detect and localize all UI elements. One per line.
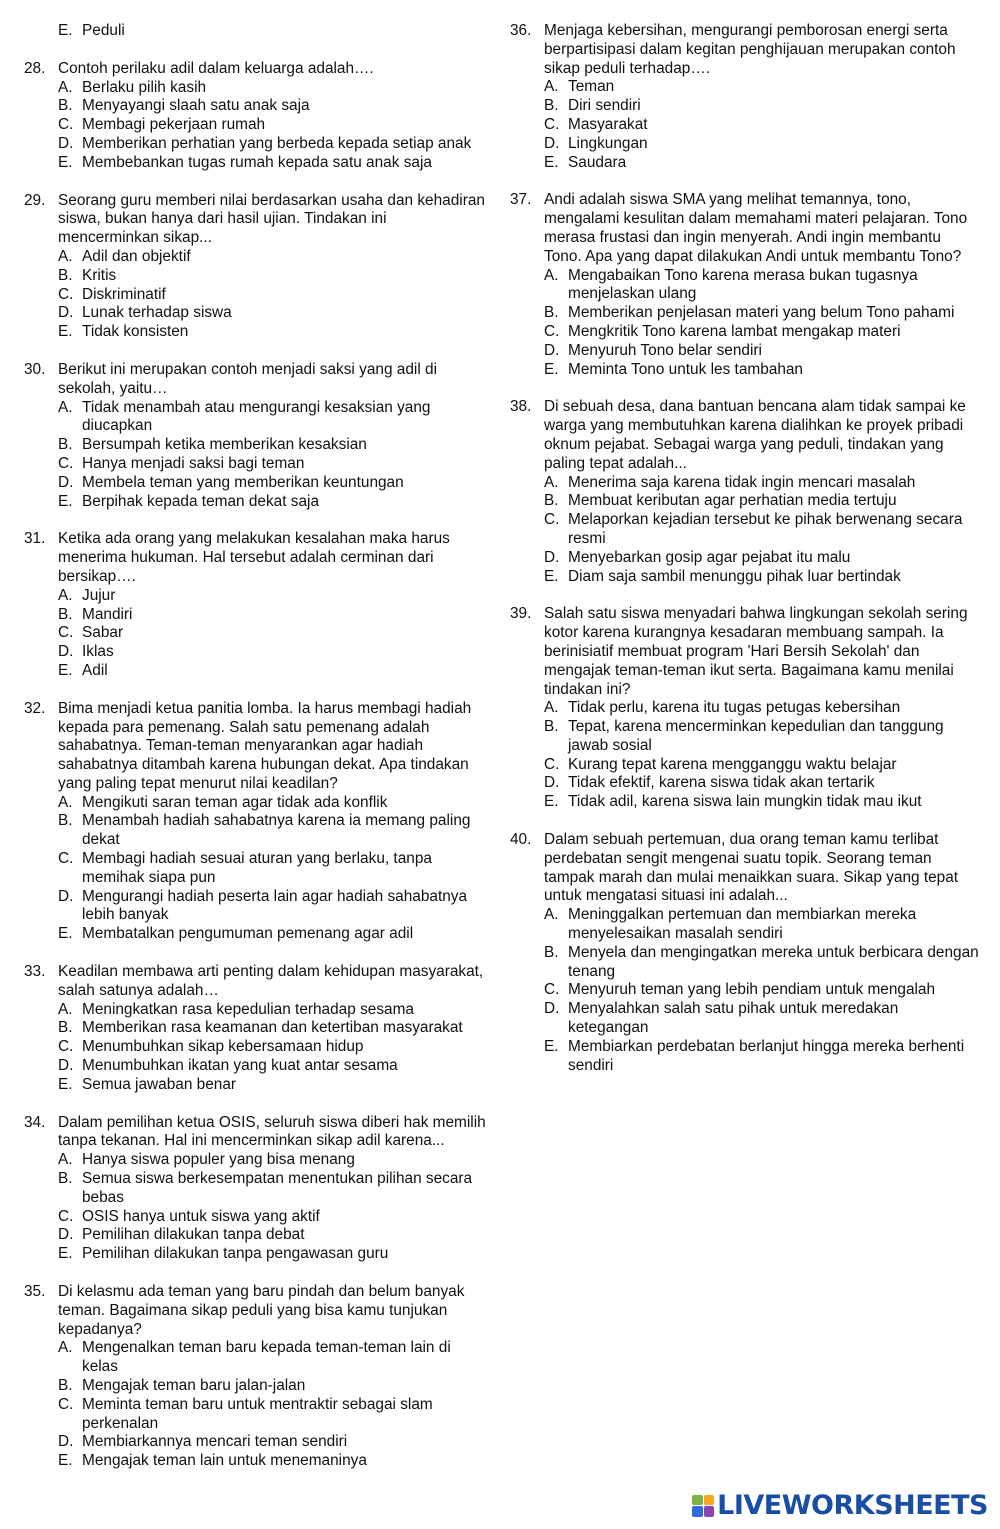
option-text: Mengurangi hadiah peserta lain agar hadiah sahabatnya lebih banyak <box>82 887 468 924</box>
option-letter: D. <box>58 473 74 491</box>
option-item <box>58 1151 490 1170</box>
option-letter: E. <box>544 567 559 585</box>
option-list <box>24 79 490 173</box>
option-item <box>544 756 980 775</box>
option-letter: D. <box>58 1433 74 1451</box>
question-block <box>510 831 980 1075</box>
option-text: Membagi pekerjaan rumah <box>82 116 266 134</box>
option-item <box>58 79 490 98</box>
question-text: Seorang guru memberi nilai berdasarkan usaha dan kehadiran siswa, bukan hanya dari hasil ujian. Tindakan ini mencerminkan sikap... <box>58 191 485 247</box>
option-text: Semua jawaban benar <box>82 1075 237 1093</box>
option-text: Meminta Tono untuk les tambahan <box>568 360 803 378</box>
option-item <box>58 624 490 643</box>
option-text: Menumbuhkan sikap kebersamaan hidup <box>82 1038 364 1056</box>
question-block <box>510 398 980 586</box>
option-item <box>544 1000 980 1038</box>
option-item <box>58 286 490 305</box>
option-item <box>544 549 980 568</box>
question-number: 40. <box>510 831 532 849</box>
option-item <box>58 888 490 926</box>
option-letter: C. <box>544 511 560 529</box>
option-text: Tepat, karena mencerminkan kepedulian dan tanggung jawab sosial <box>568 718 944 754</box>
option-item <box>544 511 980 549</box>
option-text: Hanya menjadi saksi bagi teman <box>82 454 305 472</box>
option-letter: B. <box>58 97 73 115</box>
option-text: Mandiri <box>82 605 133 623</box>
option-letter: E. <box>58 492 73 510</box>
question-text: Di kelasmu ada teman yang baru pindah dan belum banyak teman. Bagaimana sikap peduli yang bisa kamu tunjukan kepadanya? <box>58 1283 465 1338</box>
option-letter: A. <box>58 793 73 811</box>
option-letter: E. <box>58 1245 73 1263</box>
option-text: Pemilihan dilakukan tanpa debat <box>82 1226 305 1244</box>
option-letter: E. <box>544 153 559 171</box>
question-number: 29. <box>24 191 46 209</box>
option-text: Berlaku pilih kasih <box>82 78 207 96</box>
question-text: Ketika ada orang yang melakukan kesalahan maka harus menerima hukuman. Hal tersebut adalah cerminan dari bersikap…. <box>58 530 450 585</box>
option-letter: E. <box>58 1075 73 1093</box>
option-item <box>544 116 980 135</box>
option-text: Melaporkan kejadian tersebut ke pihak berwenang secara resmi <box>568 511 963 547</box>
liveworksheets-wordmark: LIVEWORKSHEETS <box>717 1490 988 1521</box>
option-text: Mengikuti saran teman agar tidak ada konflik <box>82 793 388 811</box>
option-item <box>58 1001 490 1020</box>
option-text: Pemilihan dilakukan tanpa pengawasan guru <box>82 1245 389 1263</box>
question-number: 36. <box>510 22 532 39</box>
question-text: Salah satu siswa menyadari bahwa lingkungan sekolah sering kotor karena kurangnya kesadaran membuang sampah. Ia berinisiatif membuat program 'Hari Bersih Sekolah' dan mengajak teman-teman ikut serta. Bagaimana kamu menilai tindakan ini? <box>544 605 968 698</box>
question-number: 39. <box>510 605 532 623</box>
question-text: Andi adalah siswa SMA yang melihat temannya, tono, mengalami kesulitan dalam memahami materi pelajaran. Tono merasa frustasi dan ingin menyerah. Andi ingin membantu Tono. Apa yang dapat dilakukan Andi untuk membantu Tono? <box>544 191 968 265</box>
option-letter: C. <box>58 454 74 472</box>
question-block <box>24 963 490 1095</box>
option-text: Peduli <box>82 22 125 39</box>
option-text: Memberikan rasa keamanan dan ketertiban masyarakat <box>82 1019 463 1037</box>
question-block <box>24 361 490 511</box>
option-item <box>58 304 490 323</box>
option-text: Meminta teman baru untuk mentraktir sebagai slam perkenalan <box>82 1395 433 1432</box>
option-letter: A. <box>544 906 559 924</box>
option-item <box>58 267 490 286</box>
option-text: Mengajak teman baru jalan-jalan <box>82 1377 306 1394</box>
option-item <box>58 1208 490 1227</box>
option-text: Lingkungan <box>568 134 648 152</box>
option-letter: E. <box>544 1037 559 1055</box>
question-text: Di sebuah desa, dana bantuan bencana alam tidak sampai ke warga yang membutuhkan karena dialihkan ke proyek pribadi oknum pejabat. Sebagai warga yang peduli, tindakan yang paling tepat adalah... <box>544 398 966 472</box>
option-text: OSIS hanya untuk siswa yang aktif <box>82 1207 320 1225</box>
option-letter: E. <box>58 323 73 341</box>
question-block <box>24 700 490 944</box>
option-letter: A. <box>544 78 559 96</box>
option-text: Bersumpah ketika memberikan kesaksian <box>82 436 367 454</box>
option-text: Teman <box>568 78 615 96</box>
option-item <box>58 455 490 474</box>
option-text: Menyayangi slaah satu anak saja <box>82 97 310 115</box>
option-text: Menerima saja karena tidak ingin mencari masalah <box>568 473 916 491</box>
question-text: Bima menjadi ketua panitia lomba. Ia harus membagi hadiah kepada para pemenang. Salah satu pemenang adalah sahabatnya. Teman-teman menyarankan agar hadiah sahabatnya ditambah karena hubungan dekat. Apa tindakan yang paling tepat menurut nilai keadilan? <box>58 699 472 792</box>
option-item <box>58 154 490 173</box>
option-item <box>58 794 490 813</box>
option-text: Menyuruh teman yang lebih pendiam untuk mengalah <box>568 981 936 999</box>
option-letter: C. <box>544 322 560 340</box>
question-number: 35. <box>24 1283 46 1301</box>
option-item <box>58 1226 490 1245</box>
option-item <box>58 1038 490 1057</box>
option-list <box>24 399 490 512</box>
orphan-option-block <box>24 22 490 41</box>
option-list <box>24 248 490 342</box>
option-letter: D. <box>544 548 560 566</box>
option-text: Membiarkannya mencari teman sendiri <box>82 1433 348 1451</box>
option-text: Menumbuhkan ikatan yang kuat antar sesama <box>82 1057 398 1075</box>
option-letter: A. <box>58 78 73 96</box>
option-text: Memberikan penjelasan materi yang belum Tono pahami <box>568 304 955 322</box>
option-item <box>544 267 980 305</box>
right-column <box>510 22 980 1094</box>
option-letter: B. <box>58 812 73 830</box>
option-letter: C. <box>58 850 74 868</box>
option-letter: B. <box>58 436 73 454</box>
question-block <box>510 22 980 172</box>
question-number: 30. <box>24 360 46 378</box>
option-text: Menyalahkan salah satu pihak untuk meredakan ketegangan <box>568 1000 899 1037</box>
option-item <box>58 97 490 116</box>
option-item <box>58 1396 490 1434</box>
question-number: 34. <box>24 1113 46 1131</box>
option-text: Membebankan tugas rumah kepada satu anak saja <box>82 153 432 171</box>
question-text: Keadilan membawa arti penting dalam kehidupan masyarakat, salah satunya adalah… <box>58 963 484 999</box>
option-item <box>58 1377 490 1396</box>
option-item <box>544 906 980 944</box>
option-item <box>58 399 490 437</box>
option-list <box>24 587 490 681</box>
option-text: Lunak terhadap siswa <box>82 304 232 322</box>
option-letter: C. <box>58 624 74 642</box>
option-item <box>58 1339 490 1377</box>
question-block <box>24 530 490 680</box>
option-item <box>58 436 490 455</box>
option-item <box>58 1057 490 1076</box>
option-text: Mengenalkan teman baru kepada teman-teman lain di kelas <box>82 1339 451 1376</box>
option-item <box>544 774 980 793</box>
option-text: Membagi hadiah sesuai aturan yang berlaku, tanpa memihak siapa pun <box>82 850 432 886</box>
option-text: Menambah hadiah sahabatnya karena ia memang paling dekat <box>82 812 471 849</box>
option-letter: A. <box>58 1151 73 1169</box>
question-block <box>24 192 490 342</box>
option-item <box>58 925 490 944</box>
option-list <box>510 906 980 1075</box>
option-text: Meninggalkan pertemuan dan membiarkan mereka menyelesaikan masalah sendiri <box>568 906 917 943</box>
option-item <box>58 1452 490 1471</box>
option-letter: E. <box>58 925 73 943</box>
option-text: Kurang tepat karena mengganggu waktu belajar <box>568 755 897 773</box>
option-letter: D. <box>544 1000 560 1018</box>
question-number: 31. <box>24 530 46 548</box>
option-letter: A. <box>544 699 559 717</box>
option-text: Menyela dan mengingatkan mereka untuk berbicara dengan tenang <box>568 943 979 980</box>
option-letter: B. <box>544 718 559 736</box>
option-letter: C. <box>58 116 74 134</box>
option-item <box>544 699 980 718</box>
option-text: Membiarkan perdebatan berlanjut hingga mereka berhenti sendiri <box>568 1037 965 1074</box>
left-column <box>24 22 490 1490</box>
option-letter: D. <box>58 887 74 905</box>
option-item <box>58 135 490 154</box>
option-letter: A. <box>58 247 73 265</box>
option-item <box>544 474 980 493</box>
option-item <box>544 718 980 756</box>
option-text: Tidak menambah atau mengurangi kesaksian yang diucapkan <box>82 398 431 435</box>
option-item <box>544 97 980 116</box>
option-letter: D. <box>58 304 74 322</box>
option-item <box>58 1433 490 1452</box>
option-letter: C. <box>58 285 74 303</box>
option-letter: D. <box>544 774 560 792</box>
option-item <box>544 944 980 982</box>
option-letter: E. <box>58 22 73 39</box>
option-text: Menyebarkan gosip agar pejabat itu malu <box>568 548 851 566</box>
option-letter: B. <box>544 97 559 115</box>
option-text: Saudara <box>568 153 627 171</box>
option-letter: B. <box>58 605 73 623</box>
option-letter: D. <box>58 1057 74 1075</box>
option-text: Tidak konsisten <box>82 323 189 341</box>
liveworksheets-logo <box>692 1490 988 1521</box>
option-text: Membatalkan pengumuman pemenang agar adil <box>82 925 414 943</box>
option-list <box>510 474 980 587</box>
option-letter: A. <box>58 586 73 604</box>
option-text: Diskriminatif <box>82 285 166 303</box>
question-text: Berikut ini merupakan contoh menjadi saksi yang adil di sekolah, yaitu… <box>58 360 437 397</box>
option-item <box>58 248 490 267</box>
option-letter: A. <box>58 1000 73 1018</box>
option-list <box>510 699 980 812</box>
option-letter: B. <box>544 304 559 322</box>
option-letter: B. <box>58 1377 73 1394</box>
question-text: Contoh perilaku adil dalam keluarga adalah…. <box>58 59 374 77</box>
option-letter: B. <box>58 1019 73 1037</box>
option-letter: E. <box>58 153 73 171</box>
option-letter: C. <box>58 1207 74 1225</box>
option-list <box>24 1151 490 1264</box>
option-letter: E. <box>544 360 559 378</box>
option-item <box>58 116 490 135</box>
option-item <box>544 78 980 97</box>
option-letter: B. <box>544 492 559 510</box>
question-block <box>510 191 980 379</box>
option-item <box>544 492 980 511</box>
option-item <box>544 323 980 342</box>
option-list <box>24 1339 490 1471</box>
option-letter: B. <box>58 1170 73 1188</box>
option-text: Sabar <box>82 624 124 642</box>
option-item <box>58 1076 490 1095</box>
option-letter: C. <box>544 115 560 133</box>
option-letter: D. <box>544 134 560 152</box>
option-letter: E. <box>58 661 73 679</box>
option-text: Tidak efektif, karena siswa tidak akan tertarik <box>568 774 875 792</box>
option-item <box>544 793 980 812</box>
option-letter: A. <box>544 473 559 491</box>
question-text: Menjaga kebersihan, mengurangi pemborosan energi serta berpartisipasi dalam kegitan penghijauan merupakan contoh sikap peduli terhadap…. <box>544 22 956 77</box>
option-text: Meningkatkan rasa kepedulian terhadap sesama <box>82 1000 414 1018</box>
option-text: Masyarakat <box>568 115 648 133</box>
question-number: 33. <box>24 963 46 981</box>
option-text: Kritis <box>82 266 117 284</box>
option-text: Membuat keributan agar perhatian media tertuju <box>568 492 897 510</box>
option-letter: C. <box>58 1038 74 1056</box>
option-text: Mengkritik Tono karena lambat mengakap materi <box>568 322 901 340</box>
option-text: Memberikan perhatian yang berbeda kepada setiap anak <box>82 134 472 152</box>
option-item <box>544 981 980 1000</box>
option-letter: C. <box>544 755 560 773</box>
option-item <box>544 304 980 323</box>
question-number: 28. <box>24 59 46 77</box>
option-text: Semua siswa berkesempatan menentukan pilihan secara bebas <box>82 1170 473 1206</box>
option-letter: D. <box>58 134 74 152</box>
option-item <box>544 135 980 154</box>
option-letter: D. <box>544 341 560 359</box>
option-item <box>58 1245 490 1264</box>
option-item <box>544 361 980 380</box>
option-list <box>24 1001 490 1095</box>
option-item <box>58 587 490 606</box>
option-letter: C. <box>544 981 560 999</box>
question-block <box>510 605 980 812</box>
option-item <box>544 568 980 587</box>
option-item <box>58 22 490 41</box>
option-text: Adil <box>82 661 108 679</box>
option-list <box>510 267 980 380</box>
option-letter: A. <box>58 1339 73 1357</box>
liveworksheets-logo-icon <box>692 1495 714 1517</box>
option-text: Mengabaikan Tono karena merasa bukan tugasnya menjelaskan ulang <box>568 266 918 303</box>
option-letter: A. <box>58 398 73 416</box>
option-letter: E. <box>58 1452 73 1470</box>
question-number: 37. <box>510 191 532 209</box>
option-text: Hanya siswa populer yang bisa menang <box>82 1151 355 1169</box>
question-block <box>24 1283 490 1471</box>
option-text: Membela teman yang memberikan keuntungan <box>82 473 404 491</box>
option-text: Mengajak teman lain untuk menemaninya <box>82 1452 367 1470</box>
option-item <box>58 850 490 888</box>
option-text: Diri sendiri <box>568 97 641 115</box>
question-text: Dalam sebuah pertemuan, dua orang teman kamu terlibat perdebatan sengit mengenai suatu topik. Seorang teman tampak marah dan mulai menaikkan suara. Sikap yang tepat untuk mengatasi situasi ini adalah... <box>544 831 959 905</box>
question-number: 38. <box>510 398 532 416</box>
option-item <box>58 606 490 625</box>
option-letter: B. <box>58 266 73 284</box>
option-letter: E. <box>544 793 559 811</box>
option-item <box>544 1038 980 1076</box>
question-number: 32. <box>24 699 46 717</box>
option-text: Berpihak kepada teman dekat saja <box>82 492 319 510</box>
option-letter: A. <box>544 266 559 284</box>
option-item <box>58 662 490 681</box>
question-block <box>24 1114 490 1264</box>
option-item <box>58 1019 490 1038</box>
option-text: Jujur <box>82 586 116 604</box>
option-letter: D. <box>58 1226 74 1244</box>
option-text: Tidak perlu, karena itu tugas petugas kebersihan <box>568 699 901 717</box>
option-text: Tidak adil, karena siswa lain mungkin tidak mau ikut <box>568 793 922 811</box>
option-item <box>58 643 490 662</box>
option-item <box>58 474 490 493</box>
question-text: Dalam pemilihan ketua OSIS, seluruh siswa diberi hak memilih tanpa tekanan. Hal ini mencerminkan sikap adil karena... <box>58 1113 486 1150</box>
option-text: Iklas <box>82 643 114 661</box>
option-item <box>544 154 980 173</box>
option-item <box>58 323 490 342</box>
option-item <box>58 812 490 850</box>
option-item <box>58 493 490 512</box>
option-list <box>24 794 490 944</box>
option-text: Diam saja sambil menunggu pihak luar bertindak <box>568 567 901 585</box>
option-letter: D. <box>58 643 74 661</box>
option-item <box>58 1170 490 1208</box>
option-text: Adil dan objektif <box>82 247 191 265</box>
option-letter: B. <box>544 943 559 961</box>
option-text: Menyuruh Tono belar sendiri <box>568 341 762 359</box>
question-block <box>24 60 490 173</box>
option-list <box>510 78 980 172</box>
option-item <box>544 342 980 361</box>
option-letter: C. <box>58 1395 74 1413</box>
